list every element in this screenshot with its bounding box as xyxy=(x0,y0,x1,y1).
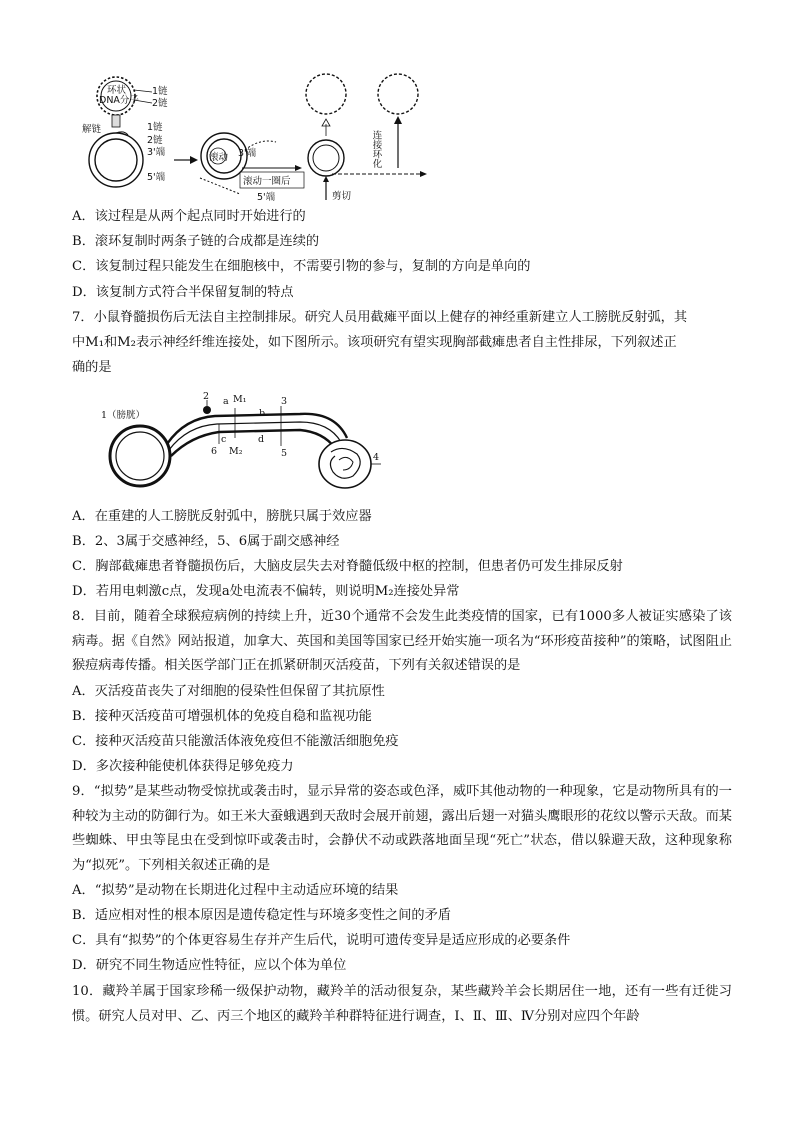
label-m1: M₁ xyxy=(233,394,247,405)
bladder-label: 1（膀胱） xyxy=(101,410,146,421)
q8-option-d: D．多次接种能使机体获得足够免疫力 xyxy=(72,759,294,774)
ring-label: 环状 xyxy=(107,85,127,96)
q8-stem: 8．目前，随着全球猴痘病例的持续上升，近30个通常不会发生此类疫情的国家，已有1000多人被证实感染了该病毒。据《自然》网站报道，加拿大、英国和美国等国家已经开始实施一项名为“环形疫苗接种”的策略，试图阻止猴痘病毒传播。相关医学部门正在抓紧研制灭活疫苗，下列有关叙述错误的是 xyxy=(72,609,732,674)
q9-stem: 9．“拟势”是某些动物受惊扰或袭击时，显示异常的姿态或色泽，威吓其他动物的一种现象，它是动物所具有的一种较为主动的防御行为。如王米大蚕蛾遇到天敌时会展开前翅，露出后翅一对猫头鹰眼形的花纹以警示天敌。而某些蜘蛛、甲虫等昆虫在受到惊吓或袭击时，会静伏不动或跌落地面呈现“死亡”状态，借以躲避天敌，这种现象称为“拟死”。下列相关叙述正确的是 xyxy=(72,784,732,873)
end3-left-label: 3'端 xyxy=(147,147,166,158)
q9-option-a: A．“拟势”是动物在长期进化过程中主动适应环境的结果 xyxy=(72,883,399,898)
label-5: 5 xyxy=(281,448,288,459)
q8-option-c: C．接种灭活疫苗只能激活体液免疫但不能激活细胞免疫 xyxy=(72,734,399,749)
q7-option-a: A．在重建的人工膀胱反射弧中，膀胱只属于效应器 xyxy=(72,509,372,524)
chain1-top-label: 1链 xyxy=(152,86,168,97)
q7-stem-line1: 7．小鼠脊髓损伤后无法自主控制排尿。研究人员用截瘫平面以上健存的神经重新建立人工膀胱反射弧，其 xyxy=(72,310,688,325)
dna-label: DNA分子 xyxy=(99,95,139,106)
label-a: a xyxy=(223,396,229,407)
q7-option-c: C．胸部截瘫患者脊髓损伤后，大脑皮层失去对脊髓低级中枢的控制，但患者仍可发生排尿反射 xyxy=(72,559,623,574)
chain2-top-label: 2链 xyxy=(152,98,168,109)
bladder-reflex-figure xyxy=(95,390,385,496)
q9-option-b: B．适应相对性的根本原因是遗传稳定性与环境多变性之间的矛盾 xyxy=(72,908,451,923)
q9-option-d: D．研究不同生物适应性特征，应以个体为单位 xyxy=(72,958,347,973)
q6-option-d: D．该复制方式符合半保留复制的特点 xyxy=(72,285,294,300)
q7-option-b: B．2、3属于交感神经，5、6属于副交感神经 xyxy=(72,534,340,549)
connect-label: 连接环化 xyxy=(370,130,382,168)
q9-option-c: C．具有“拟势”的个体更容易生存并产生后代，说明可遗传变异是适应形成的必要条件 xyxy=(72,933,571,948)
q8-option-b: B．接种灭活疫苗可增强机体的免疫自稳和监视功能 xyxy=(72,709,372,724)
end5-left-label: 5'端 xyxy=(147,172,166,183)
label-b: b xyxy=(259,408,266,419)
label-2: 2 xyxy=(203,391,210,402)
rolling-circle-replication-figure xyxy=(80,72,440,204)
label-d: d xyxy=(258,434,265,445)
q7-stem-line3: 确的是 xyxy=(72,360,112,375)
label-m2: M₂ xyxy=(229,446,243,457)
chain1-label: 1链 xyxy=(147,122,163,133)
label-6: 6 xyxy=(211,446,218,457)
chain2-label: 2链 xyxy=(147,135,163,146)
label-4: 4 xyxy=(373,452,380,463)
label-c: c xyxy=(221,434,227,445)
q8-option-a: A．灭活疫苗丧失了对细胞的侵染性但保留了其抗原性 xyxy=(72,684,385,699)
rolling-label: 滚动 xyxy=(209,152,229,163)
roll-after-label: 滚动一圈后 xyxy=(243,176,291,187)
label-3: 3 xyxy=(281,396,288,407)
q6-option-c: C．该复制过程只能发生在细胞核中，不需要引物的参与，复制的方向是单向的 xyxy=(72,259,531,274)
end3-right-label: 3'端 xyxy=(238,148,257,159)
unwind-label: 解链 xyxy=(82,124,102,135)
q7-stem-line2: 中M₁和M₂表示神经纤维连接处，如下图所示。该项研究有望实现胸部截瘫患者自主性排尿，下列叙述正 xyxy=(72,335,677,350)
end5-right-label: 5'端 xyxy=(257,192,276,203)
cut-label: 剪切 xyxy=(332,191,352,202)
q6-option-b: B．滚环复制时两条子链的合成都是连续的 xyxy=(72,234,320,249)
q6-option-a: A．该过程是从两个起点同时开始进行的 xyxy=(72,209,306,224)
q7-option-d: D．若用电刺激c点，发现a处电流表不偏转，则说明M₂连接处异常 xyxy=(72,584,460,599)
q10-stem: 10．藏羚羊属于国家珍稀一级保护动物，藏羚羊的活动很复杂，某些藏羚羊会长期居住一地，还有一些有迁徙习惯。研究人员对甲、乙、丙三个地区的藏羚羊种群特征进行调查，Ⅰ、Ⅱ、Ⅲ、Ⅳ分别对应四个年龄 xyxy=(72,984,732,1024)
